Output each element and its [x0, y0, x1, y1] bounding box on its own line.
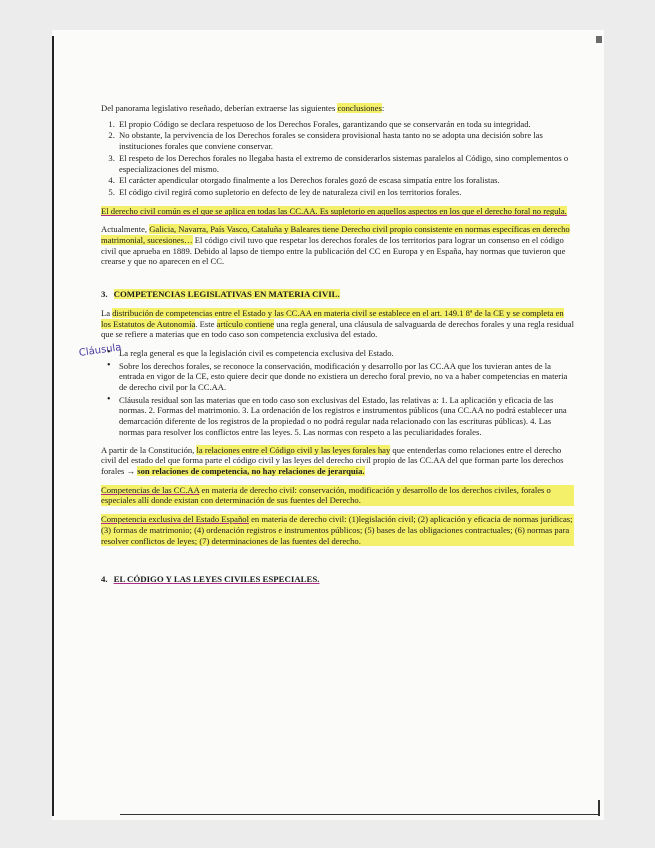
actualmente-highlight: Galicia, Navarra, País Vasco, Cataluña y Baleares tiene Derecho civil propio consistente en normas específicas en derecho matrimonial, sucesiones…: [101, 224, 570, 246]
rule-item: • Cláusula residual son las materias que en todo caso son exclusivas del Estado, las relativas a: 1. La aplicación y eficacia de las normas. 2. Formas del matrimonio. 3. La ordenación de los registros e instrumentos públicos (una CC.AA no podrá establecer una demarcación diferente de los registros de la propiedad o no podrá regular nada relacionado con las escrituras públicas). 4. Las normas para resolver los conflictos entre las leyes. 5. Las normas con respeto a las peculiaridades forales.: [119, 395, 574, 438]
section-4-heading: [101, 574, 574, 585]
constitution-lead: A partir de la Constitución,: [101, 444, 197, 455]
actualmente-lead: Actualmente,: [101, 224, 150, 235]
document-content: [78, 103, 574, 585]
conclusion-item: 4. El carácter apendicular otorgado finalmente a los Derechos forales gozó de escasa simpatía entre los foralistas.: [117, 175, 574, 186]
conclusion-item: 1. El propio Código se declara respetuoso de los Derechos Forales, garantizando que se conservarán en toda su integridad.: [117, 119, 574, 130]
distribution-highlight-2: artículo contiene: [216, 318, 275, 329]
conclusion-item: 3. El respeto de los Derechos forales no llegaba hasta el extremo de considerarlos sistemas paralelos al Código, sino complementos o especializaciones del mismo.: [117, 153, 574, 174]
intro-colon: :: [381, 103, 385, 113]
rule-item: • Sobre los derechos forales, se reconoce la conservación, modificación y desarrollo por las CC.AA que los tuvieran antes de la entrada en vigor de la CE, esto quiere decir que donde no existiera un derecho foral previo, no va a haber competencias en materia de derecho civil por la CC.AA.: [119, 361, 574, 393]
common-law-highlight: El derecho civil común es el que se aplica en todas las CC.AA. Es supletorio en aquellos aspectos en los que el derecho foral no regula.: [101, 205, 567, 216]
distribution-mid: . Este: [195, 318, 217, 329]
page-corner-tick: [598, 800, 600, 816]
conclusions-list: [101, 119, 574, 198]
distribution-paragraph: [101, 308, 574, 340]
section-3-heading: [101, 289, 574, 300]
state-competences-rest: en materia de derecho civil: (1)legislación civil; (2) aplicación y eficacia de normas jurídicas; (3) formas de matrimonio; (4) ordenación registros e instrumentos públicos; (5) bases de las obligaciones contractuales; (6) normas para resolver conflictos de leyes; (7) determinaciones de las fuentes del derecho.: [101, 514, 573, 546]
actualmente-paragraph: [101, 224, 574, 267]
handwritten-annotation: Cláusula: [78, 342, 123, 359]
intro-text: Del panorama legislativo reseñado, deberían extraerse las siguientes: [101, 103, 338, 113]
intro-paragraph: [101, 103, 574, 114]
conclusion-item: 2. No obstante, la pervivencia de los Derechos forales se considera provisional hasta tanto no se adopta una decisión sobre las instituciones forales que conviene conservar.: [117, 130, 574, 151]
conclusion-item: 5. El código civil regirá como supletorio en defecto de ley de naturaleza civil en los territorios forales.: [117, 187, 574, 198]
actualmente-rest: El código civil tuvo que respetar los derechos forales de los territorios para lograr un consenso en el código civil que aprueba en 1889. Debido al lapso de tiempo entre la publicación del CC en Europa y en España, hay normas que tuvieron que crearse y que no aparecen en el CC.: [101, 235, 566, 267]
section-3-title: COMPETENCIAS LEGISLATIVAS EN MATERIA CIVIL.: [113, 289, 340, 300]
section-4-title: EL CÓDIGO Y LAS LEYES CIVILES ESPECIALES.: [113, 574, 320, 585]
corner-mark: [596, 36, 602, 43]
intro-highlight: conclusiones: [337, 103, 382, 113]
page-left-edge: [52, 36, 54, 816]
section-3-number: 3.: [101, 289, 108, 300]
common-law-paragraph: [101, 206, 574, 217]
ccaa-competences-lead: Competencias de las CC.AA: [101, 484, 200, 495]
rules-list: [101, 348, 574, 438]
constitution-highlight: la relaciones entre el Código civil y las leyes forales hay: [196, 444, 391, 455]
page-bottom-edge: [120, 814, 600, 815]
distribution-rest: una regla general, una cláusula de salvaguarda de derechos forales y una regla residual que se refiere a materias que en todo caso son competencia exclusiva del estado.: [101, 318, 574, 340]
state-competences-paragraph: [101, 514, 574, 546]
distribution-highlight: distribución de competencias entre el Estado y las CC.AA en materia civil se establece en el art. 149.1 8ª de la CE y se completa en los Estatutos de Autonomía: [101, 307, 564, 329]
ccaa-competences-rest: en materia de derecho civil: conservación, modificación y desarrollo de los derechos civiles, forales o especiales allí donde existan con determinación de sus fuentes del Derecho.: [101, 484, 551, 506]
constitution-paragraph: [101, 445, 574, 477]
rule-item: • La regla general es que la legislación civil es competencia exclusiva del Estado.: [119, 348, 574, 359]
distribution-lead: La: [101, 307, 113, 318]
section-4-number: 4.: [101, 574, 108, 585]
state-competences-lead: Competencia exclusiva del Estado Español: [101, 514, 249, 525]
rules-wrapper: [78, 342, 574, 438]
constitution-conclusion: son relaciones de competencia, no hay relaciones de jerarquía.: [137, 465, 365, 476]
ccaa-competences-paragraph: [101, 485, 574, 506]
constitution-mid: que entenderlas como relaciones entre el derecho civil del estado del que forma parte el código civil y las leyes del derecho civil propio de las CC.AA del que forman parte los derechos forales →: [101, 444, 564, 476]
